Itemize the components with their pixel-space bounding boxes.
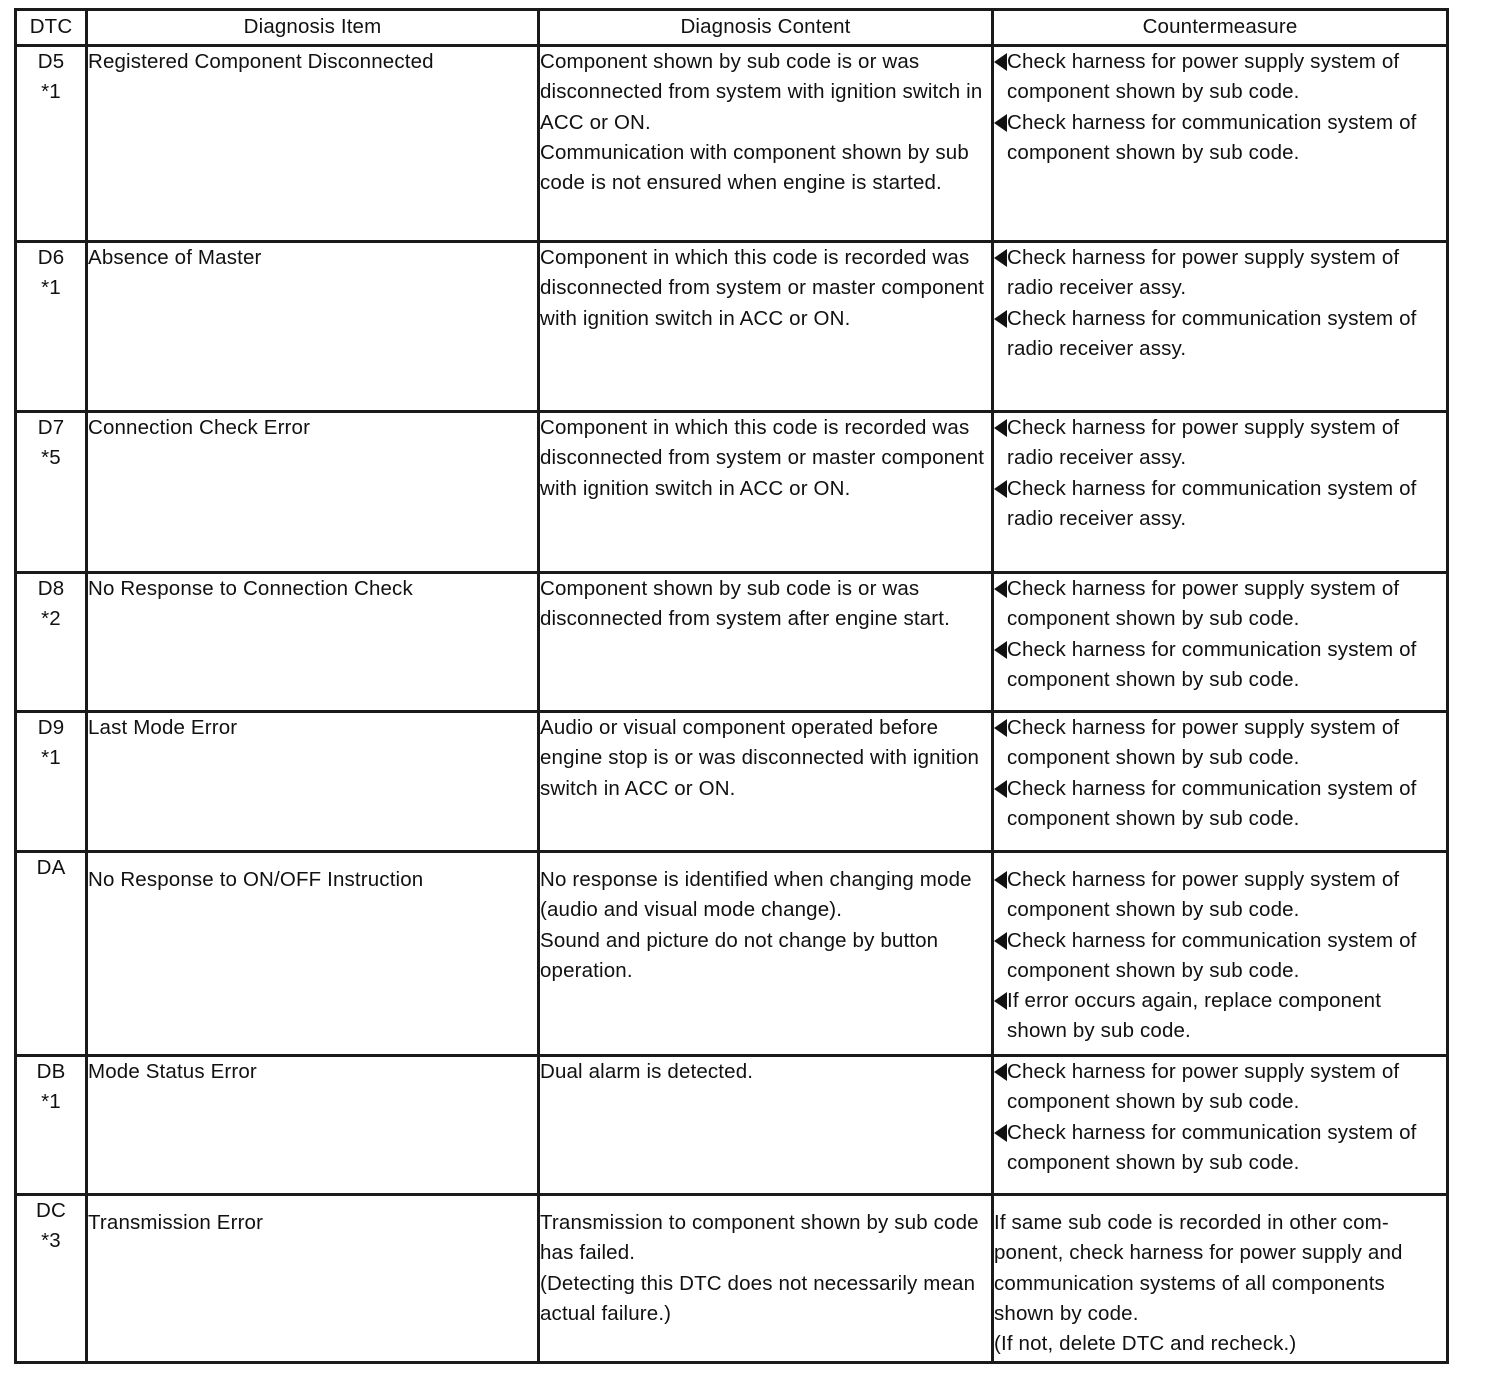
content-line: (Detecting this DTC does not necessarily mean actual failure.) xyxy=(540,1271,976,1325)
dtc-note: *1 xyxy=(41,1090,61,1114)
left-triangle-icon xyxy=(994,1124,1007,1142)
dtc-code: D9 xyxy=(37,716,65,739)
table-row xyxy=(16,573,1448,712)
countermeasure-text: If same sub code is recorded in other com- ponent, check harness for power supply and communication systems of all components shown by code. xyxy=(994,1211,1403,1325)
left-triangle-icon xyxy=(994,871,1007,889)
countermeasure-item: Check harness for power supply system of component shown by sub code. xyxy=(994,713,1446,774)
content-line: Audio or visual component operated before engine stop is or was disconnected with ignition switch in ACC or ON. xyxy=(540,716,980,800)
left-triangle-icon xyxy=(994,780,1007,798)
diagnosis-content xyxy=(539,712,993,852)
countermeasure-item: Check harness for power supply system of component shown by sub code. xyxy=(994,574,1446,635)
diagnosis-content xyxy=(539,852,993,1056)
dtc-note: *1 xyxy=(41,80,61,104)
left-triangle-icon xyxy=(994,310,1007,328)
countermeasure-item: Check harness for communication system of radio receiver assy. xyxy=(994,474,1446,535)
content-line: Communication with component shown by sub code is not ensured when engine is started. xyxy=(540,140,969,195)
countermeasure-item: If error occurs again, replace component shown by sub code. xyxy=(994,986,1446,1047)
dtc-code: DB xyxy=(36,1060,66,1083)
left-triangle-icon xyxy=(994,1063,1007,1081)
diagnosis-content xyxy=(539,412,993,573)
diagnosis-item: No Response to Connection Check xyxy=(87,573,539,712)
countermeasure xyxy=(993,46,1448,242)
left-triangle-icon xyxy=(994,992,1007,1010)
table-row xyxy=(16,1056,1448,1195)
header-diagnosis-item: Diagnosis Item xyxy=(87,10,539,46)
countermeasure-item: Check harness for communication system of radio receiver assy. xyxy=(994,304,1446,365)
table-row xyxy=(16,412,1448,573)
countermeasure-item: Check harness for communication system of component shown by sub code. xyxy=(994,926,1446,987)
countermeasure xyxy=(993,412,1448,573)
header-dtc: DTC xyxy=(16,10,87,46)
countermeasure xyxy=(993,242,1448,412)
table-body xyxy=(16,46,1448,1363)
content-line: Transmission to component shown by sub code has failed. xyxy=(540,1211,979,1265)
left-triangle-icon xyxy=(994,480,1007,498)
dtc-note: *5 xyxy=(41,446,61,470)
content-line: No response is identified when changing mode (audio and visual mode change). xyxy=(540,868,972,922)
dtc-code-cell xyxy=(16,712,87,852)
table-row xyxy=(16,852,1448,1056)
left-triangle-icon xyxy=(994,719,1007,737)
countermeasure-item: Check harness for power supply system of radio receiver assy. xyxy=(994,243,1446,304)
diagnosis-item: No Response to ON/OFF Instruction xyxy=(87,852,539,1056)
dtc-code-cell xyxy=(16,1056,87,1195)
table-row xyxy=(16,1195,1448,1363)
countermeasure xyxy=(993,712,1448,852)
content-line: Dual alarm is detected. xyxy=(540,1060,754,1083)
dtc-code: DA xyxy=(36,856,66,879)
content-line: Component in which this code is recorded was disconnected from system or master component with ignition switch in ACC or ON. xyxy=(540,246,985,330)
countermeasure-text: (If not, delete DTC and recheck.) xyxy=(994,1332,1297,1356)
content-line: Component shown by sub code is or was disconnected from system with ignition switch in ACC or ON. xyxy=(540,50,983,134)
countermeasure xyxy=(993,1195,1448,1363)
dtc-code-cell xyxy=(16,852,87,1056)
dtc-code-cell xyxy=(16,242,87,412)
content-line: Component shown by sub code is or was disconnected from system after engine start. xyxy=(540,577,950,631)
dtc-note: *1 xyxy=(41,746,61,770)
table-row xyxy=(16,242,1448,412)
countermeasure-item: Check harness for power supply system of component shown by sub code. xyxy=(994,1057,1446,1118)
diagnosis-content xyxy=(539,242,993,412)
dtc-note: *1 xyxy=(41,276,61,300)
dtc-code-cell xyxy=(16,1195,87,1363)
dtc-code: D5 xyxy=(37,50,65,73)
dtc-code: D6 xyxy=(37,246,65,269)
countermeasure xyxy=(993,852,1448,1056)
content-line: Sound and picture do not change by button operation. xyxy=(540,928,939,982)
countermeasure-item: Check harness for power supply system of radio receiver assy. xyxy=(994,413,1446,474)
countermeasure-item: Check harness for communication system of component shown by sub code. xyxy=(994,108,1446,169)
diagnosis-item: Registered Component Disconnected xyxy=(87,46,539,242)
diagnosis-item: Connection Check Error xyxy=(87,412,539,573)
dtc-note: *3 xyxy=(41,1229,61,1253)
countermeasure-item: Check harness for communication system of component shown by sub code. xyxy=(994,635,1446,696)
header-countermeasure: Countermeasure xyxy=(993,10,1448,46)
diagnosis-content xyxy=(539,1056,993,1195)
dtc-code-cell xyxy=(16,46,87,242)
diagnosis-item: Last Mode Error xyxy=(87,712,539,852)
dtc-code: DC xyxy=(36,1199,66,1222)
diagnosis-content xyxy=(539,573,993,712)
diagnosis-content xyxy=(539,46,993,242)
left-triangle-icon xyxy=(994,580,1007,598)
table-header-row xyxy=(16,10,1448,46)
table-row xyxy=(16,46,1448,242)
dtc-table xyxy=(14,8,1449,1364)
countermeasure-item: Check harness for power supply system of component shown by sub code. xyxy=(994,47,1446,108)
left-triangle-icon xyxy=(994,419,1007,437)
content-line: Component in which this code is recorded was disconnected from system or master component with ignition switch in ACC or ON. xyxy=(540,416,985,500)
left-triangle-icon xyxy=(994,932,1007,950)
countermeasure-item: Check harness for power supply system of component shown by sub code. xyxy=(994,865,1446,926)
dtc-code-cell xyxy=(16,573,87,712)
dtc-code: D7 xyxy=(37,416,65,439)
diagnosis-item: Mode Status Error xyxy=(87,1056,539,1195)
left-triangle-icon xyxy=(994,53,1007,71)
left-triangle-icon xyxy=(994,641,1007,659)
diagnosis-content xyxy=(539,1195,993,1363)
countermeasure-item: Check harness for communication system of component shown by sub code. xyxy=(994,1118,1446,1179)
diagnosis-item: Transmission Error xyxy=(87,1195,539,1363)
countermeasure xyxy=(993,1056,1448,1195)
left-triangle-icon xyxy=(994,249,1007,267)
dtc-code-cell xyxy=(16,412,87,573)
countermeasure-item: Check harness for communication system of component shown by sub code. xyxy=(994,774,1446,835)
dtc-code: D8 xyxy=(37,577,65,600)
dtc-note: *2 xyxy=(41,607,61,631)
countermeasure xyxy=(993,573,1448,712)
table-row xyxy=(16,712,1448,852)
header-diagnosis-content: Diagnosis Content xyxy=(539,10,993,46)
left-triangle-icon xyxy=(994,114,1007,132)
diagnosis-item: Absence of Master xyxy=(87,242,539,412)
